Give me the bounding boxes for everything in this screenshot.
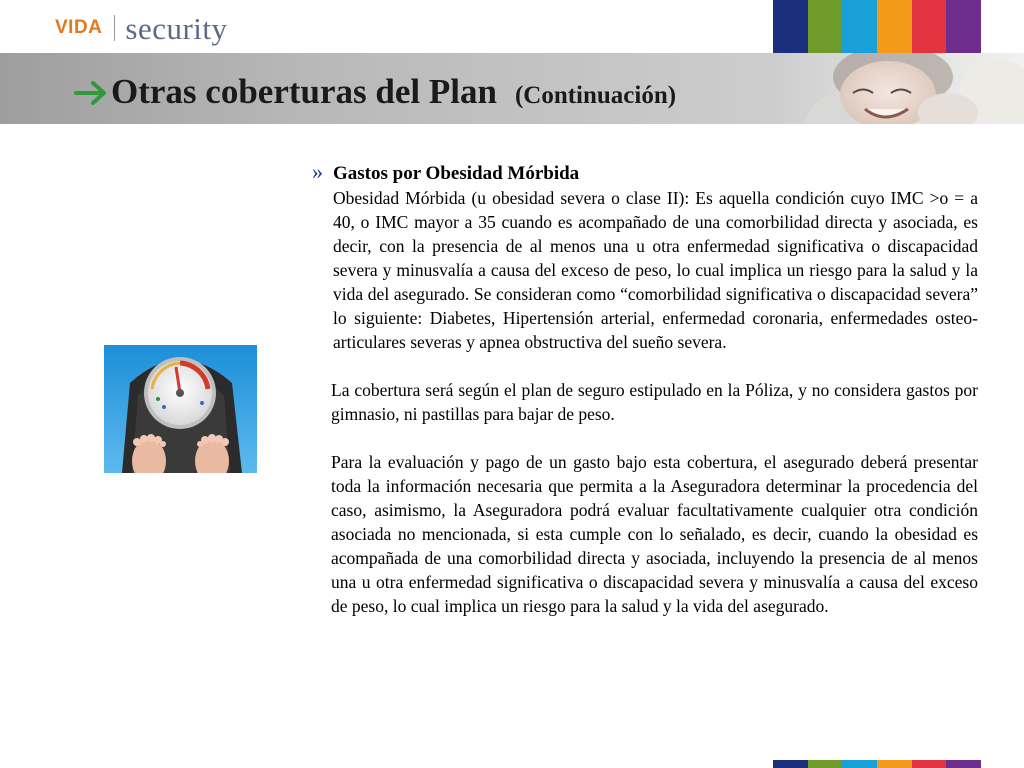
title-subtitle: (Continuación) [514,82,677,109]
page-title [74,72,676,112]
stripe [946,760,981,768]
bullet-marker: » [312,159,323,184]
paragraph-coverage: La cobertura será según el plan de seguro estipulado en la Póliza, y no considera gastos por gimnasio, ni pastillas para bajar de peso. [331,380,978,424]
logo-brand: VIDA [55,17,103,38]
title-text: Otras coberturas del Plan [111,72,497,111]
stripe [912,760,947,768]
logo-name: security [125,10,228,46]
stripe [877,760,912,768]
color-stripes-bottom [773,760,981,768]
content-area [312,159,978,618]
section-heading: Gastos por Obesidad Mórbida [333,163,580,184]
stripe [808,760,843,768]
company-logo [55,8,228,48]
stripe [842,760,877,768]
paragraph-definition: Obesidad Mórbida (u obesidad severa o clase II): Es aquella condición cuyo IMC >o = a 40, o IMC mayor a 35 cuando es acompañado de una comorbilidad directa y asociada, es decir, con la presencia de al menos una u otra enfermedad significativa o discapacidad severa y minusvalía a causa del exceso de peso, lo cual implica un riesgo para la salud y la vida del asegurado. Se consideran como “comorbilidad significativa o discapacidad severa” lo siguiente: Diabetes, Hipertensión arterial, enfermedad coronaria, enfermedades osteo-articulares severas y apnea obstructiva del sueño severa. [333,188,978,352]
right-arrow-icon [74,80,108,111]
stripe [773,760,808,768]
paragraph-evaluation: Para la evaluación y pago de un gasto bajo esta cobertura, el asegurado deberá presentar toda la información necesaria que permita a la Aseguradora determinar la procedencia del caso, asimismo, la Aseguradora podrá evaluar facultativamente cualquier otra condición asociada no mencionada, si esta cumple con lo señalado, es decir, cuando la obesidad es acompañada de una comorbilidad directa y asociada, incluyendo la presencia de al menos una u otra enfermedad significativa o discapacidad severa y minusvalía a causa del exceso de peso, lo cual implica un riesgo para la salud y la vida del asegurado. [331,452,978,616]
smiling-child-photo [783,53,1024,124]
logo-divider [114,15,115,41]
bathroom-scale-feet-photo [104,345,257,473]
bullet-item [312,159,978,618]
